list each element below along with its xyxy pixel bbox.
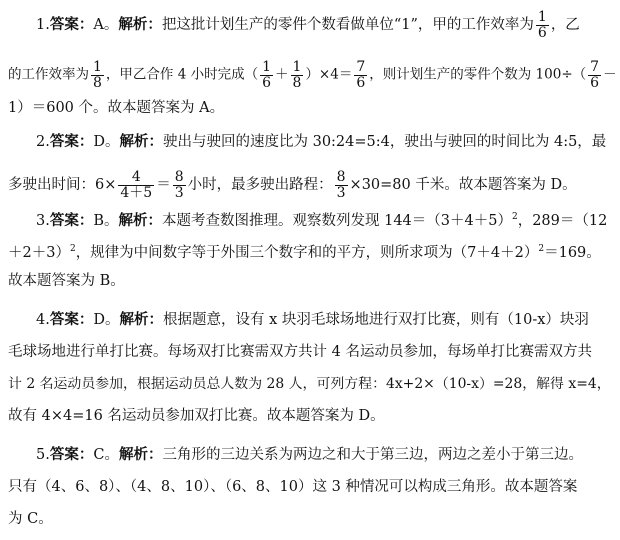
item-3-line-3 — [8, 271, 614, 291]
item-1-line-1 — [36, 10, 614, 40]
analysis-text: 驶出与驶回的速度比为 30:24=5:4，驶出与驶回的时间比为 4:5，最 — [162, 134, 607, 150]
answer-value: A。 — [93, 17, 119, 34]
answer-label: 答案： — [49, 312, 94, 328]
denominator: 6 — [262, 74, 272, 91]
answer-label: 答案： — [49, 134, 94, 150]
answer-label: 答案： — [49, 447, 94, 463]
superscript-square: 2 — [538, 244, 545, 254]
answer-label: 答案： — [49, 213, 94, 229]
answer-value: D。 — [93, 134, 120, 150]
answer-label: 答案： — [49, 17, 94, 34]
denominator: 6 — [537, 24, 547, 41]
analysis-label: 解析： — [118, 447, 163, 463]
numerator: 7 — [356, 59, 366, 75]
analysis-text: 故本题答案为 B。 — [8, 273, 125, 289]
denominator: 4＋5 — [120, 184, 153, 201]
analysis-label: 解析： — [119, 312, 163, 328]
item-number: 2. — [36, 134, 50, 150]
item-1-line-2 — [8, 59, 617, 91]
item-number: 4. — [36, 312, 50, 328]
analysis-text: 三角形的三边关系为两边之和大于第三边，两边之差小于第三边。 — [162, 447, 583, 463]
numerator: 1 — [93, 59, 102, 75]
denominator: 6 — [590, 74, 600, 91]
numerator: 8 — [336, 169, 346, 185]
item-2-line-2 — [8, 170, 614, 200]
analysis-text: ，规律为中间数字等于外围三个数字和的平方，则所求项为（7＋4＋2） — [75, 245, 539, 261]
fraction — [91, 60, 104, 90]
item-4-line-1 — [36, 310, 614, 330]
analysis-label: 解析： — [118, 213, 162, 229]
fraction — [173, 170, 186, 200]
numerator: 8 — [174, 169, 184, 185]
numerator: 4 — [118, 170, 154, 186]
item-4-line-3 — [8, 374, 614, 394]
item-3-line-2 — [8, 239, 614, 263]
analysis-text: 小时，最多驶出路程： — [187, 177, 333, 194]
fraction — [335, 170, 348, 200]
item-number: 5. — [36, 447, 50, 463]
analysis-text: 计 2 名运动员参加，根据运动员总人数为 28 人，可列方程：4x+2×（10-x）=28，解得 x=4， — [8, 376, 611, 392]
fraction — [118, 170, 154, 200]
item-5-line-1 — [36, 445, 614, 465]
analysis-text: 的工作效率为 — [8, 66, 89, 83]
answer-value: D。 — [93, 312, 120, 328]
numerator: 1 — [537, 9, 547, 25]
analysis-text: 本题考查数图推理。观察数列发现 144＝（3＋4＋5） — [162, 213, 512, 229]
superscript-square: 2 — [69, 244, 76, 254]
denominator: 3 — [336, 184, 346, 201]
item-4-line-2 — [8, 342, 614, 362]
numerator: 1 — [262, 59, 272, 75]
numerator: 7 — [590, 59, 600, 75]
item-number: 1. — [36, 17, 50, 34]
analysis-text: 毛球场地进行单打比赛。每场双打比赛需双方共计 4 名运动员参加，每场单打比赛需双方共 — [8, 344, 592, 360]
fraction — [260, 60, 273, 90]
analysis-text: 为 C。 — [8, 511, 53, 527]
fraction — [291, 60, 304, 90]
analysis-text: 多驶出时间：6× — [8, 177, 117, 194]
analysis-text: ，则计划生产的零件个数为 100÷（ — [369, 66, 587, 83]
analysis-text: 只有（4、6、8）、（4、8、10）、（6、8、10）这 3 种情况可以构成三角形。故本题答案 — [8, 479, 578, 495]
analysis-text: 根据题意，设有 x 块羽毛球场地进行双打比赛，则有（10-x）块羽 — [162, 312, 589, 328]
analysis-text: ＝169。 — [544, 245, 601, 261]
item-3-line-1 — [36, 207, 614, 231]
superscript-square: 2 — [511, 212, 518, 222]
answer-value: B。 — [93, 213, 119, 229]
fraction — [588, 60, 601, 90]
answer-value: C。 — [93, 447, 119, 463]
analysis-label: 解析： — [118, 17, 162, 34]
analysis-text: ，甲乙合作 4 小时完成（ — [105, 66, 259, 83]
analysis-text: 把这批计划生产的零件个数看做单位“1”，甲的工作效率为 — [161, 17, 534, 34]
denominator: 8 — [292, 74, 302, 91]
analysis-text: ＋ — [275, 66, 289, 83]
analysis-text: 1）＝600 个。故本题答案为 A。 — [8, 100, 225, 116]
denominator: 8 — [93, 74, 102, 91]
item-number: 3. — [36, 213, 50, 229]
fraction — [536, 10, 549, 40]
item-4-line-4 — [8, 406, 614, 426]
analysis-text: ，289＝（12 — [517, 213, 608, 229]
analysis-text: ×30=80 千米。故本题答案为 D。 — [349, 177, 577, 194]
analysis-label: 解析： — [119, 134, 163, 150]
fraction — [354, 60, 367, 90]
denominator: 6 — [356, 74, 366, 91]
analysis-text: ＝ — [156, 177, 171, 194]
analysis-text: ）×4＝ — [305, 66, 353, 83]
item-5-line-2 — [8, 477, 614, 497]
numerator: 1 — [292, 59, 302, 75]
analysis-text: ，乙 — [550, 17, 580, 34]
item-1-line-3 — [8, 98, 614, 118]
analysis-text: ＋2＋3） — [8, 245, 70, 261]
analysis-text: － — [603, 66, 617, 83]
denominator: 3 — [174, 184, 184, 201]
item-5-line-3 — [8, 509, 614, 529]
item-2-line-1 — [36, 132, 614, 152]
analysis-text: 故有 4×4=16 名运动员参加双打比赛。故本题答案为 D。 — [8, 408, 385, 424]
